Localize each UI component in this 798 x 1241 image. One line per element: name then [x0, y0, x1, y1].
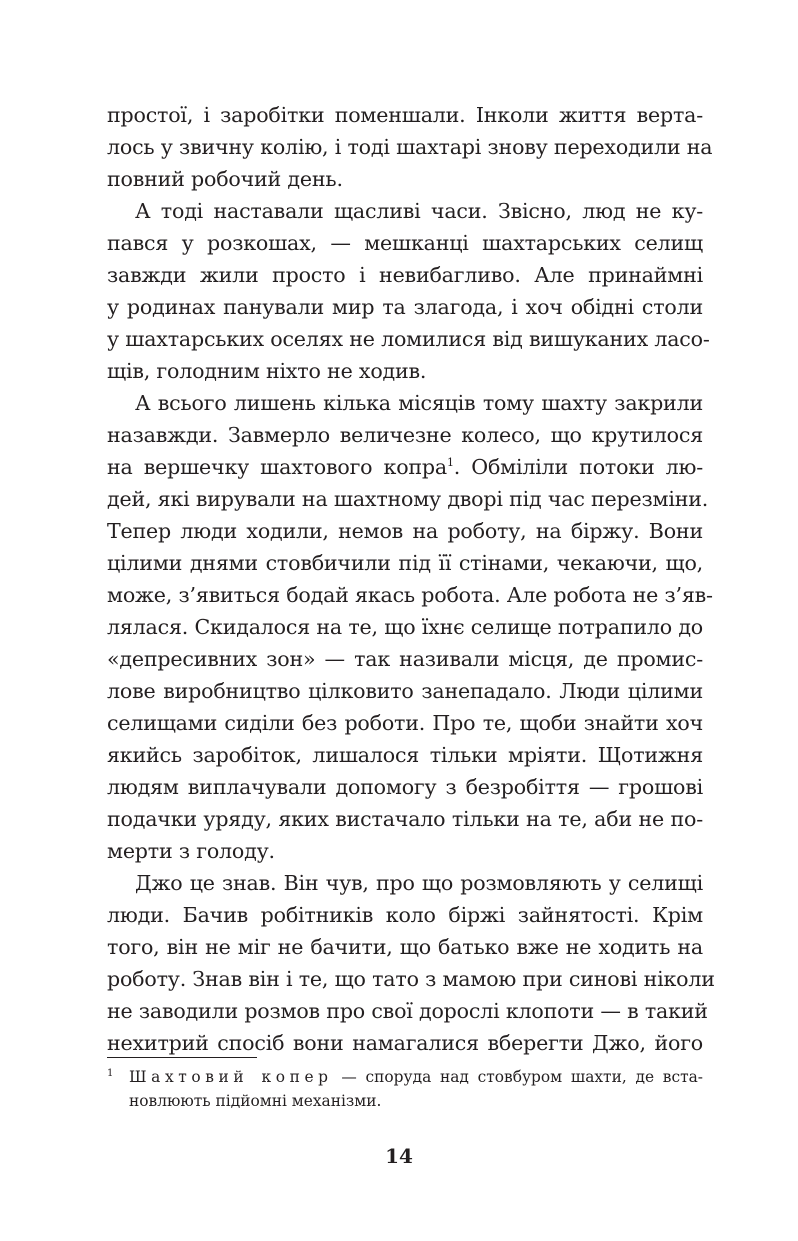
text-line-head: на вершечку шахтового копра — [107, 455, 447, 479]
footnote-line: новлюють підйомні механізми. — [129, 1092, 382, 1110]
footnote-line: 1 Шахтовий копер — споруда над стовбуром шахти, де вста- — [107, 1068, 703, 1086]
text-line: лове виробництво цілковито занепадало. Люди цілими — [107, 679, 703, 703]
text-line: люди. Бачив робітників коло біржі зайнятості. Крім — [107, 903, 703, 927]
text-line: Тепер люди ходили, немов на роботу, на біржу. Вони — [107, 519, 703, 543]
text-line: повний робочий день. — [107, 167, 343, 191]
text-line: у родинах панували мир та злагода, і хоч обідні столи — [107, 295, 703, 319]
main-text — [107, 99, 715, 1059]
text-line: може, з’явиться бодай якась робота. Але робота не з’яв- — [107, 583, 713, 607]
paragraph-3 — [107, 387, 713, 867]
text-line-tail: . Обміліли потоки лю- — [453, 455, 703, 479]
text-line: лось у звичну колію, і тоді шахтарі знову переходили на — [107, 135, 713, 159]
footnote-reference[interactable]: 1 — [446, 456, 454, 469]
text-line: селищами сиділи без роботи. Про те, щоби знайти хоч — [107, 711, 703, 735]
footnote-definition: — споруда над стовбуром шахти, де вста- — [332, 1068, 703, 1086]
paragraph-2 — [107, 195, 710, 387]
text-line: людям виплачували допомогу з безробіття — грошові — [107, 775, 703, 799]
text-line: нехитрий спосіб вони намагалися вберегти Джо, його — [107, 1031, 703, 1055]
text-line: не заводили розмов про свої дорослі клопоти — в такий — [107, 999, 708, 1023]
text-line: у шахтарських оселях не ломилися від вишуканих ласо- — [107, 327, 710, 351]
text-line: простої, і заробітки поменшали. Інколи життя верта- — [107, 103, 703, 127]
text-line: лялася. Скидалося на те, що їхнє селище потрапило до — [107, 615, 703, 639]
text-line: цілими днями стовбичили під її стінами, чекаючи, що, — [107, 551, 703, 575]
text-line: роботу. Знав він і те, що тато з мамою при синові ніколи — [107, 967, 715, 991]
page-number: 14 — [385, 1144, 413, 1168]
text-line: А тоді наставали щасливі часи. Звісно, люд не ку- — [135, 199, 703, 223]
text-line: пався у розкошах, — мешканці шахтарських селищ — [107, 231, 703, 255]
text-line: щів, голодним ніхто не ходив. — [107, 359, 427, 383]
text-line: мерти з голоду. — [107, 839, 275, 863]
text-line: Джо це знав. Він чув, про що розмовляють у селищі — [135, 871, 703, 895]
paragraph-1 — [107, 99, 713, 195]
text-line: якийсь заробіток, лишалося тільки мріяти. Щотижня — [107, 743, 703, 767]
paragraph-4 — [107, 867, 715, 1059]
text-line: подачки уряду, яких вистачало тільки на те, аби не по- — [107, 807, 703, 831]
footnote-divider — [107, 1057, 257, 1058]
text-line-with-footnote — [107, 451, 703, 483]
footnote — [107, 1065, 703, 1113]
footnote-term: Шахтовий копер — [129, 1068, 333, 1086]
text-line: того, він не міг не бачити, що батько вже не ходить на — [107, 935, 703, 959]
text-line: дей, які вирували на шахтному дворі під час перезміни. — [107, 487, 709, 511]
text-line: назавжди. Завмерло величезне колесо, що крутилося — [107, 423, 703, 447]
text-line: А всього лишень кілька місяців тому шахту закрили — [135, 391, 703, 415]
text-line: «депресивних зон» — так називали місця, де промис- — [107, 647, 703, 671]
text-line: завжди жили просто і невибагливо. Але принаймні — [107, 263, 703, 287]
